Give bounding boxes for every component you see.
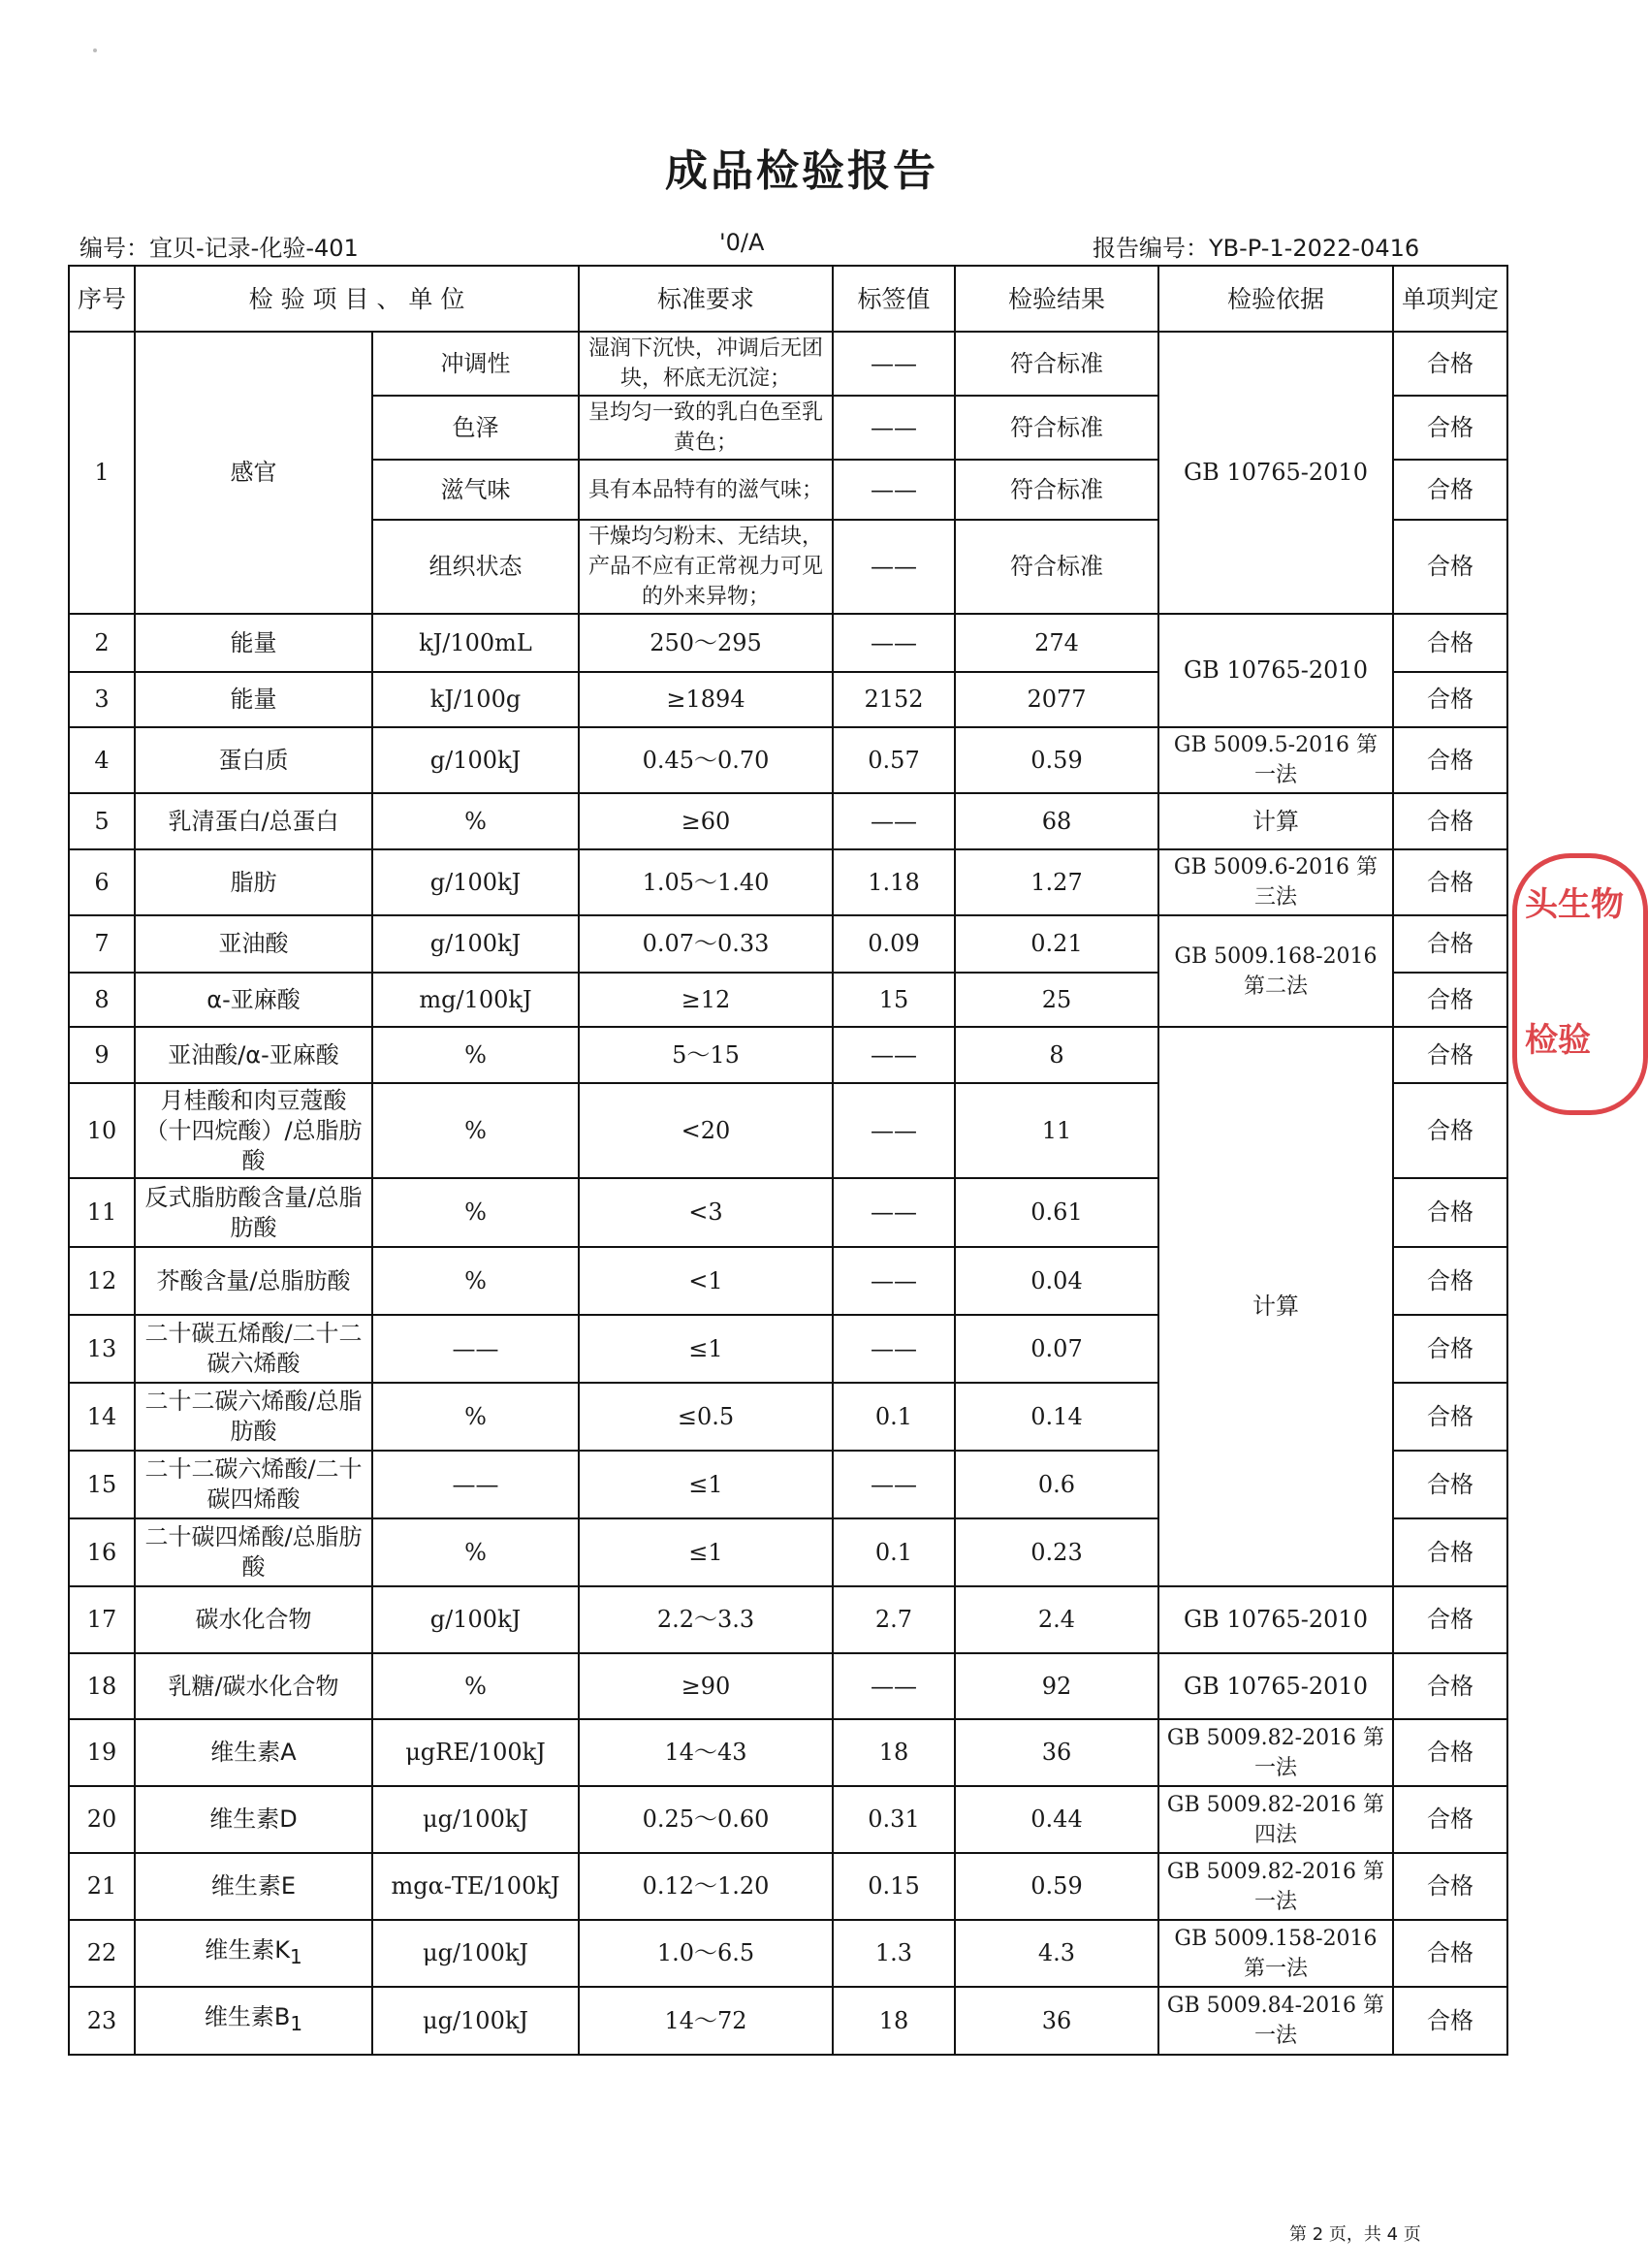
- row-sub-item: 色泽: [372, 396, 579, 460]
- row-unit: μg/100kJ: [372, 1987, 579, 2055]
- row-item: 二十碳四烯酸/总脂肪酸: [135, 1518, 372, 1586]
- stamp-text-line2: 检验: [1525, 1021, 1591, 1060]
- row-result: 36: [955, 1719, 1158, 1786]
- row-no: 2: [69, 614, 135, 672]
- row-requirement: ≤1: [579, 1451, 833, 1518]
- row-requirement: ≥90: [579, 1653, 833, 1719]
- row-requirement: ≥60: [579, 793, 833, 849]
- stamp-text-line1: 头生物: [1525, 885, 1624, 924]
- row-requirement: 具有本品特有的滋气味；: [579, 460, 833, 520]
- row-label-value: ——: [833, 1247, 955, 1315]
- row-result: 0.23: [955, 1518, 1158, 1586]
- row-basis: GB 10765-2010: [1158, 332, 1393, 614]
- row-judgement: 合格: [1393, 1920, 1507, 1987]
- row-judgement: 合格: [1393, 915, 1507, 973]
- row-basis: 计算: [1158, 793, 1393, 849]
- row-label-value: ——: [833, 520, 955, 614]
- row-judgement: 合格: [1393, 1518, 1507, 1586]
- row-unit: %: [372, 1178, 579, 1247]
- col-header-item: 检 验 项 目 、 单 位: [135, 266, 579, 332]
- row-unit: ——: [372, 1451, 579, 1518]
- page-footer: 第 2 页，共 4 页: [1289, 2224, 1421, 2245]
- row-basis: GB 5009.82-2016 第一法: [1158, 1719, 1393, 1786]
- row-requirement: ≤1: [579, 1315, 833, 1383]
- row-no: 21: [69, 1853, 135, 1920]
- row-judgement: 合格: [1393, 460, 1507, 520]
- row-item-text: 维生素B: [204, 2003, 291, 2031]
- table-row: [69, 614, 1507, 672]
- row-item: 反式脂肪酸含量/总脂肪酸: [135, 1178, 372, 1247]
- col-header-label-value: 标签值: [833, 266, 955, 332]
- row-label-value: 1.18: [833, 849, 955, 915]
- row-result: 符合标准: [955, 460, 1158, 520]
- table-row: [69, 1653, 1507, 1719]
- row-requirement: ≤1: [579, 1518, 833, 1586]
- report-title: 成品检验报告: [665, 146, 938, 196]
- row-no: 17: [69, 1586, 135, 1653]
- row-no: 13: [69, 1315, 135, 1383]
- row-sub-item: 滋气味: [372, 460, 579, 520]
- row-unit: μgRE/100kJ: [372, 1719, 579, 1786]
- row-no: 6: [69, 849, 135, 915]
- col-header-result: 检验结果: [955, 266, 1158, 332]
- row-judgement: 合格: [1393, 1653, 1507, 1719]
- row-label-value: ——: [833, 1083, 955, 1178]
- row-result: 92: [955, 1653, 1158, 1719]
- row-requirement: 250～295: [579, 614, 833, 672]
- row-item: α-亚麻酸: [135, 973, 372, 1027]
- row-result: 25: [955, 973, 1158, 1027]
- table-row: [69, 1853, 1507, 1920]
- row-unit: g/100kJ: [372, 1586, 579, 1653]
- row-item: 乳清蛋白/总蛋白: [135, 793, 372, 849]
- row-judgement: 合格: [1393, 973, 1507, 1027]
- row-unit: %: [372, 1247, 579, 1315]
- row-unit: g/100kJ: [372, 727, 579, 793]
- row-item: 维生素A: [135, 1719, 372, 1786]
- col-header-basis: 检验依据: [1158, 266, 1393, 332]
- row-judgement: 合格: [1393, 1586, 1507, 1653]
- table-row: [69, 727, 1507, 793]
- row-unit: μg/100kJ: [372, 1786, 579, 1853]
- row-result: 68: [955, 793, 1158, 849]
- row-label-value: ——: [833, 793, 955, 849]
- row-no: 3: [69, 672, 135, 727]
- row-basis: GB 5009.168-2016 第二法: [1158, 915, 1393, 1027]
- version-label: '0/A: [719, 229, 765, 256]
- row-no: 8: [69, 973, 135, 1027]
- row-requirement: 呈均匀一致的乳白色至乳黄色；: [579, 396, 833, 460]
- table-row: [69, 915, 1507, 973]
- row-result: 0.14: [955, 1383, 1158, 1451]
- row-label-value: ——: [833, 460, 955, 520]
- row-label-value: ——: [833, 1653, 955, 1719]
- row-judgement: 合格: [1393, 1786, 1507, 1853]
- row-label-value: 0.1: [833, 1383, 955, 1451]
- doc-number: 编号：宜贝-记录-化验-401: [79, 235, 359, 262]
- row-requirement: 0.12～1.20: [579, 1853, 833, 1920]
- row-basis: GB 10765-2010: [1158, 1586, 1393, 1653]
- row-result: 0.04: [955, 1247, 1158, 1315]
- row-result: 2.4: [955, 1586, 1158, 1653]
- row-unit: kJ/100g: [372, 672, 579, 727]
- row-judgement: 合格: [1393, 614, 1507, 672]
- row-result: 符合标准: [955, 332, 1158, 396]
- row-result: 0.61: [955, 1178, 1158, 1247]
- row-label-value: 0.31: [833, 1786, 955, 1853]
- row-no: 18: [69, 1653, 135, 1719]
- table-row: [69, 793, 1507, 849]
- row-label-value: 2152: [833, 672, 955, 727]
- row-item: 月桂酸和肉豆蔻酸（十四烷酸）/总脂肪酸: [135, 1083, 372, 1178]
- row-label-value: 1.3: [833, 1920, 955, 1987]
- row-result: 0.44: [955, 1786, 1158, 1853]
- col-header-requirement: 标准要求: [579, 266, 833, 332]
- row-item-text: 维生素K: [205, 1935, 290, 1964]
- row-unit: %: [372, 793, 579, 849]
- row-item: 亚油酸/α-亚麻酸: [135, 1027, 372, 1083]
- row-label-value: 2.7: [833, 1586, 955, 1653]
- row-requirement: 湿润下沉快，冲调后无团块，杯底无沉淀；: [579, 332, 833, 396]
- row-result: 2077: [955, 672, 1158, 727]
- row-result: 0.07: [955, 1315, 1158, 1383]
- row-label-value: 15: [833, 973, 955, 1027]
- row-judgement: 合格: [1393, 1083, 1507, 1178]
- row-judgement: 合格: [1393, 332, 1507, 396]
- row-unit: mgα-TE/100kJ: [372, 1853, 579, 1920]
- row-item: 脂肪: [135, 849, 372, 915]
- row-no: 15: [69, 1451, 135, 1518]
- row-result: 符合标准: [955, 396, 1158, 460]
- row-result: 36: [955, 1987, 1158, 2055]
- row-judgement: 合格: [1393, 849, 1507, 915]
- row-unit: mg/100kJ: [372, 973, 579, 1027]
- row-label-value: 18: [833, 1719, 955, 1786]
- row-judgement: 合格: [1393, 1027, 1507, 1083]
- row-item: 二十二碳六烯酸/二十碳四烯酸: [135, 1451, 372, 1518]
- row-judgement: 合格: [1393, 520, 1507, 614]
- row-no: 20: [69, 1786, 135, 1853]
- row-unit: g/100kJ: [372, 915, 579, 973]
- row-requirement: 14～72: [579, 1987, 833, 2055]
- row-label-value: ——: [833, 1027, 955, 1083]
- row-item: 碳水化合物: [135, 1586, 372, 1653]
- row-item: 二十二碳六烯酸/总脂肪酸: [135, 1383, 372, 1451]
- row-no: 7: [69, 915, 135, 973]
- row-sub-item: 组织状态: [372, 520, 579, 614]
- row-requirement: 1.05～1.40: [579, 849, 833, 915]
- row-item: 乳糖/碳水化合物: [135, 1653, 372, 1719]
- row-no: 16: [69, 1518, 135, 1586]
- row-basis: GB 10765-2010: [1158, 614, 1393, 727]
- row-requirement: 干燥均匀粉末、无结块，产品不应有正常视力可见的外来异物；: [579, 520, 833, 614]
- row-no: 1: [69, 332, 135, 614]
- row-unit: g/100kJ: [372, 849, 579, 915]
- row-requirement: <20: [579, 1083, 833, 1178]
- row-judgement: 合格: [1393, 1178, 1507, 1247]
- row-label-value: 18: [833, 1987, 955, 2055]
- row-item: 能量: [135, 614, 372, 672]
- row-judgement: 合格: [1393, 1719, 1507, 1786]
- row-result: 8: [955, 1027, 1158, 1083]
- row-label-value: ——: [833, 396, 955, 460]
- row-result: 1.27: [955, 849, 1158, 915]
- report-number: 报告编号：YB-P-1-2022-0416: [1093, 235, 1420, 262]
- row-requirement: 0.07～0.33: [579, 915, 833, 973]
- row-item: 维生素E: [135, 1853, 372, 1920]
- row-no: 5: [69, 793, 135, 849]
- row-judgement: 合格: [1393, 727, 1507, 793]
- table-row: [69, 1027, 1507, 1083]
- row-label-value: 0.1: [833, 1518, 955, 1586]
- row-unit: %: [372, 1027, 579, 1083]
- row-unit: %: [372, 1518, 579, 1586]
- table-header-row: [69, 266, 1507, 332]
- inspection-table: [68, 265, 1508, 2056]
- row-result: 0.59: [955, 727, 1158, 793]
- row-label-value: ——: [833, 614, 955, 672]
- row-basis: GB 5009.82-2016 第四法: [1158, 1786, 1393, 1853]
- scan-speck: [93, 48, 97, 52]
- row-unit: %: [372, 1653, 579, 1719]
- row-judgement: 合格: [1393, 1451, 1507, 1518]
- row-result: 0.21: [955, 915, 1158, 973]
- row-label-value: ——: [833, 1178, 955, 1247]
- row-judgement: 合格: [1393, 672, 1507, 727]
- row-no: 14: [69, 1383, 135, 1451]
- row-item-group: 感官: [135, 332, 372, 614]
- row-basis: GB 5009.84-2016 第一法: [1158, 1987, 1393, 2055]
- row-requirement: 2.2～3.3: [579, 1586, 833, 1653]
- inspection-seal-stamp: [1512, 853, 1648, 1115]
- row-item: 能量: [135, 672, 372, 727]
- table-row: [69, 332, 1507, 396]
- row-no: 10: [69, 1083, 135, 1178]
- row-item: 蛋白质: [135, 727, 372, 793]
- row-result: 11: [955, 1083, 1158, 1178]
- row-requirement: <3: [579, 1178, 833, 1247]
- row-no: 4: [69, 727, 135, 793]
- row-result: 4.3: [955, 1920, 1158, 1987]
- row-item: 维生素D: [135, 1786, 372, 1853]
- row-basis: GB 5009.5-2016 第一法: [1158, 727, 1393, 793]
- table-row: [69, 1987, 1507, 2055]
- row-judgement: 合格: [1393, 1987, 1507, 2055]
- row-unit: %: [372, 1083, 579, 1178]
- row-result: 符合标准: [955, 520, 1158, 614]
- row-label-value: ——: [833, 1451, 955, 1518]
- row-result: 0.6: [955, 1451, 1158, 1518]
- table-row: [69, 1920, 1507, 1987]
- table-row: [69, 1719, 1507, 1786]
- row-requirement: 1.0～6.5: [579, 1920, 833, 1987]
- row-judgement: 合格: [1393, 396, 1507, 460]
- row-basis: GB 5009.6-2016 第三法: [1158, 849, 1393, 915]
- row-item: 芥酸含量/总脂肪酸: [135, 1247, 372, 1315]
- row-requirement: 0.45～0.70: [579, 727, 833, 793]
- row-no: 22: [69, 1920, 135, 1987]
- row-result: 0.59: [955, 1853, 1158, 1920]
- row-no: 12: [69, 1247, 135, 1315]
- row-item: [135, 1987, 372, 2055]
- col-header-judgement: 单项判定: [1393, 266, 1507, 332]
- row-item: 亚油酸: [135, 915, 372, 973]
- row-requirement: 14～43: [579, 1719, 833, 1786]
- row-basis: GB 5009.158-2016 第一法: [1158, 1920, 1393, 1987]
- row-judgement: 合格: [1393, 1315, 1507, 1383]
- row-judgement: 合格: [1393, 1383, 1507, 1451]
- row-item-subscript: 1: [290, 2011, 303, 2035]
- row-requirement: ≥1894: [579, 672, 833, 727]
- row-unit: %: [372, 1383, 579, 1451]
- row-label-value: 0.09: [833, 915, 955, 973]
- row-requirement: 5～15: [579, 1027, 833, 1083]
- row-requirement: <1: [579, 1247, 833, 1315]
- row-unit: ——: [372, 1315, 579, 1383]
- row-requirement: ≥12: [579, 973, 833, 1027]
- row-requirement: 0.25～0.60: [579, 1786, 833, 1853]
- row-result: 274: [955, 614, 1158, 672]
- row-requirement: ≤0.5: [579, 1383, 833, 1451]
- row-no: 11: [69, 1178, 135, 1247]
- row-no: 9: [69, 1027, 135, 1083]
- table-row: [69, 849, 1507, 915]
- table-row: [69, 1586, 1507, 1653]
- row-item-subscript: 1: [290, 1944, 302, 1968]
- row-judgement: 合格: [1393, 1247, 1507, 1315]
- row-item: [135, 1920, 372, 1987]
- table-row: [69, 1786, 1507, 1853]
- row-judgement: 合格: [1393, 1853, 1507, 1920]
- row-sub-item: 冲调性: [372, 332, 579, 396]
- row-judgement: 合格: [1393, 793, 1507, 849]
- row-label-value: ——: [833, 332, 955, 396]
- row-label-value: 0.57: [833, 727, 955, 793]
- col-header-no: 序号: [69, 266, 135, 332]
- row-unit: kJ/100mL: [372, 614, 579, 672]
- row-unit: μg/100kJ: [372, 1920, 579, 1987]
- row-basis: 计算: [1158, 1027, 1393, 1586]
- row-no: 19: [69, 1719, 135, 1786]
- row-label-value: 0.15: [833, 1853, 955, 1920]
- row-basis: GB 10765-2010: [1158, 1653, 1393, 1719]
- row-no: 23: [69, 1987, 135, 2055]
- row-label-value: ——: [833, 1315, 955, 1383]
- row-basis: GB 5009.82-2016 第一法: [1158, 1853, 1393, 1920]
- row-item: 二十碳五烯酸/二十二碳六烯酸: [135, 1315, 372, 1383]
